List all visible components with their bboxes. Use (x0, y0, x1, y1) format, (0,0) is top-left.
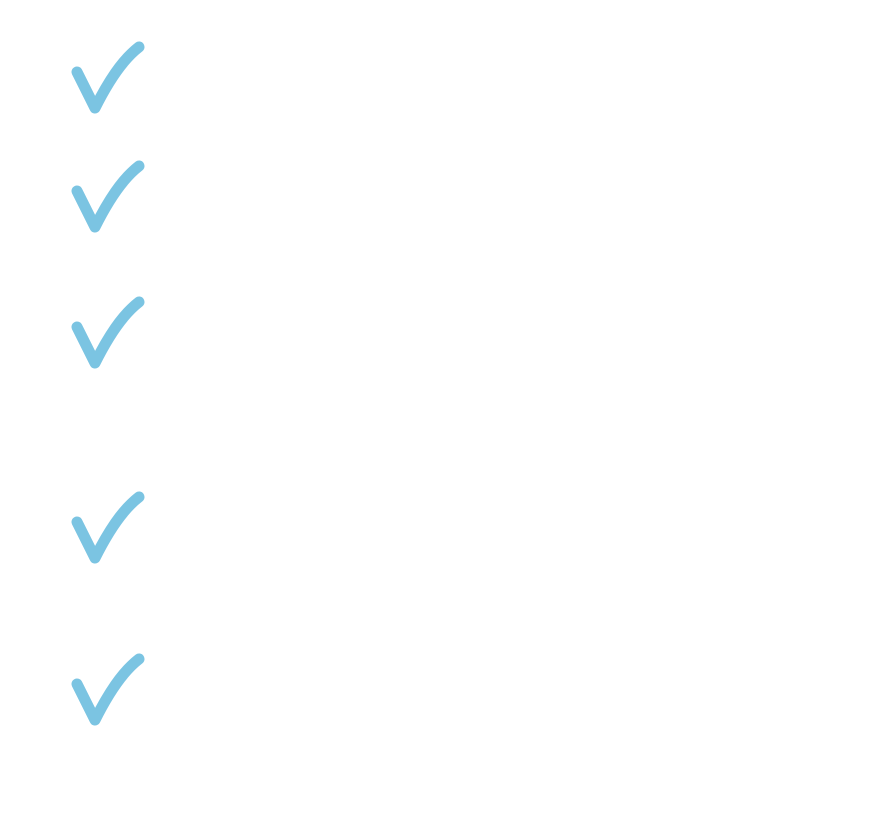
checkmark-icon (64, 650, 152, 730)
checkmark-icon (64, 38, 152, 118)
checkmark-icon (64, 293, 152, 373)
checkmark-icon (64, 157, 152, 237)
checkmark-icon (64, 488, 152, 568)
